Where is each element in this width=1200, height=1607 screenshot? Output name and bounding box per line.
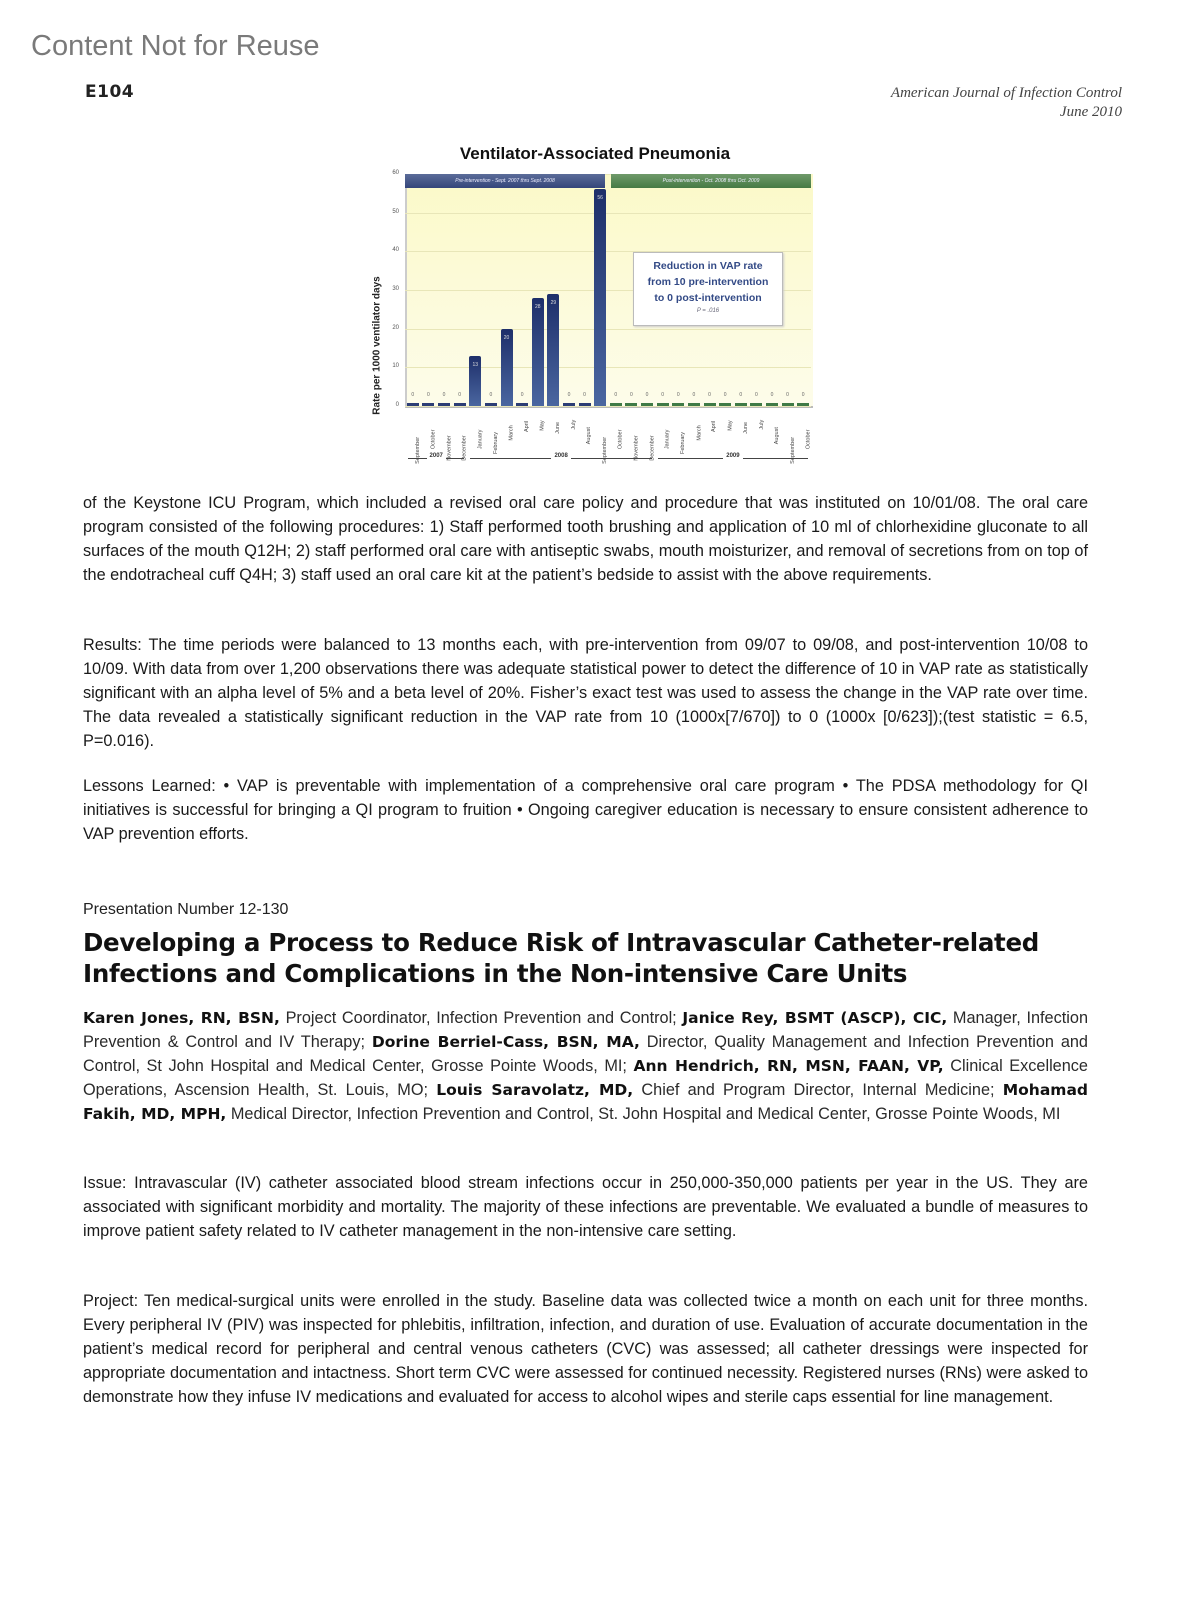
- bar-value-label: 56: [597, 195, 603, 202]
- x-tick-label: December: [461, 435, 468, 461]
- bar: [516, 403, 528, 406]
- author-name: Louis Saravolatz, MD,: [436, 1081, 634, 1099]
- journal-title: American Journal of Infection Control: [890, 85, 1122, 101]
- bar-value-label: 0: [442, 392, 446, 398]
- bar: [407, 403, 419, 406]
- page-number: E104: [85, 82, 135, 102]
- bar: [579, 403, 591, 406]
- bar-value-label: 0: [708, 392, 711, 398]
- annotation-box: [633, 252, 783, 326]
- bar-value-label: 0: [614, 392, 618, 398]
- bar: [438, 403, 450, 406]
- author-affiliation: Medical Director, Infection Prevention and Control, St. John Hospital and Medical Center, Grosse Pointe Woods, MI: [226, 1105, 1061, 1123]
- author-list: [83, 1006, 1088, 1126]
- bar: [719, 403, 731, 406]
- x-tick-label: June: [742, 421, 749, 434]
- bar: [610, 403, 622, 406]
- bar: [688, 403, 700, 406]
- journal-header: [891, 84, 1122, 122]
- vap-chart: [360, 140, 830, 480]
- author-name: Janice Rey, BSMT (ASCP), CIC,: [682, 1009, 948, 1027]
- bar: [782, 403, 794, 406]
- x-tick-label: August: [773, 427, 780, 445]
- author-affiliation: Director, Quality Management and Infection Prevention and Control, St John Hospital and Medical Center, Grosse Pointe Woods, MI;: [83, 1033, 1088, 1075]
- x-tick-label: November: [446, 435, 453, 461]
- bar-value-label: 0: [739, 392, 743, 398]
- bar-value-label: 0: [427, 392, 430, 398]
- annotation-line: to 0 post-intervention: [654, 292, 762, 304]
- author-name: Karen Jones, RN, BSN,: [83, 1009, 280, 1027]
- x-tick-label: April: [524, 421, 531, 433]
- y-tick-label: 20: [392, 324, 399, 331]
- bar-value-label: 0: [754, 392, 758, 398]
- pre-intervention-band: Pre-intervention - Sept. 2007 thru Sept. 2008: [405, 174, 605, 188]
- bar-value-label: 0: [645, 392, 649, 398]
- bar: [454, 403, 466, 406]
- bar: [672, 403, 684, 406]
- bar-value-label: 0: [723, 392, 727, 398]
- plot-area: [392, 170, 811, 408]
- x-tick-label: July: [570, 419, 577, 430]
- bar: [594, 189, 606, 406]
- bar-value-label: 0: [630, 392, 633, 398]
- author-affiliation: Clinical Excellence Operations, Ascension Health, St. Louis, MO;: [83, 1057, 1088, 1099]
- author-name: Mohamad Fakih, MD, MPH,: [83, 1081, 1089, 1123]
- y-tick-label: 50: [392, 208, 399, 215]
- bar: [485, 403, 497, 406]
- bar-value-label: 0: [692, 392, 696, 398]
- article1-continuation: of the Keystone ICU Program, which included a revised oral care policy and procedure that was instituted on 10/01/08. The oral care program consisted of the following procedures: 1) Staff performed tooth brushing and application of 10 ml of chlorhexidine gluconate to all surfaces of the mouth Q12H; 2) staff performed oral care with antiseptic swabs, mouth moisturizer, and removal of secretions from on top of the endotracheal cuff Q4H; 3) staff used an oral care kit at the patient’s bedside to assist with the above requirements.: [83, 494, 1088, 584]
- bar-value-label: 0: [411, 392, 415, 398]
- annotation-line: from 10 pre-intervention: [647, 276, 769, 288]
- x-tick-label: October: [430, 429, 437, 450]
- gridline: [405, 406, 811, 407]
- presentation-number: Presentation Number 12-130: [83, 901, 289, 918]
- bar: [704, 403, 716, 406]
- x-tick-label: January: [664, 429, 671, 450]
- y-tick-label: 0: [395, 402, 399, 408]
- y-tick-label: 40: [392, 247, 399, 254]
- x-tick-label: September: [602, 436, 609, 464]
- x-tick-label: October: [805, 429, 812, 450]
- bar-value-label: 20: [503, 334, 510, 341]
- bar-value-label: 0: [801, 392, 805, 398]
- x-tick-label: March: [695, 425, 702, 441]
- bar: [422, 403, 434, 406]
- year-bracket: 2009: [658, 450, 808, 459]
- bar: [547, 294, 559, 406]
- post-intervention-band: Post-intervention - Oct. 2008 thru Oct. 2009: [611, 174, 811, 188]
- y-axis-label: Rate per 1000 ventilator days: [371, 276, 383, 415]
- bar: [657, 403, 669, 406]
- bar-value-label: 28: [534, 303, 541, 310]
- x-tick-label: July: [758, 419, 765, 430]
- x-tick-label: September: [789, 436, 796, 464]
- x-tick-label: November: [633, 435, 640, 461]
- bar: [625, 403, 637, 406]
- bar-value-label: 29: [550, 299, 557, 306]
- bar-value-label: 0: [661, 392, 665, 398]
- bar: [563, 403, 575, 406]
- bar-value-label: 0: [458, 392, 462, 398]
- x-tick-label: October: [617, 429, 624, 450]
- bar: [766, 403, 778, 406]
- bar-value-label: 0: [489, 392, 493, 398]
- bar-value-label: 0: [770, 392, 774, 398]
- article2-issue: Issue: Intravascular (IV) catheter associated blood stream infections occur in 250,000-350,000 patients per year in the US. They are associated with significant morbidity and mortality. The majority of these infections are preventable. We evaluated a bundle of measures to improve patient safety related to IV catheter management in the non-intensive care setting.: [83, 1174, 1088, 1240]
- bar-value-label: 0: [567, 392, 571, 398]
- watermark: Content Not for Reuse: [31, 30, 320, 62]
- bar-value-label: 0: [520, 392, 524, 398]
- annotation-p-value: P = .016: [696, 308, 720, 314]
- x-tick-label: January: [477, 429, 484, 450]
- x-tick-label: April: [711, 421, 718, 433]
- x-tick-label: December: [649, 435, 656, 461]
- author-affiliation: Chief and Program Director, Internal Medicine;: [633, 1081, 1003, 1099]
- bar: [797, 403, 809, 406]
- x-tick-label: February: [680, 432, 687, 455]
- author-name: Ann Hendrich, RN, MSN, FAAN, VP,: [633, 1057, 944, 1075]
- bar-value-label: 0: [676, 392, 680, 398]
- bar: [750, 403, 762, 406]
- annotation-line: Reduction in VAP rate: [653, 260, 763, 272]
- issue-date: June 2010: [1059, 104, 1122, 120]
- year-bracket: 2007: [408, 450, 464, 459]
- author-name: Dorine Berriel-Cass, BSN, MA,: [371, 1033, 640, 1051]
- year-bracket: 2008: [470, 450, 651, 459]
- article-title: Developing a Process to Reduce Risk of Intravascular Catheter-related Infections and Complications in the Non-intensive Care Units: [83, 928, 1040, 988]
- y-tick-label: 10: [392, 363, 399, 370]
- bar-value-label: 0: [786, 392, 789, 398]
- article2-project: Project: Ten medical-surgical units were enrolled in the study. Baseline data was collected twice a month on each unit for three months. Every peripheral IV (PIV) was inspected for phlebitis, infiltration, infection, and duration of use. Evaluation of accurate documentation in the patient’s medical record for peripheral and central venous catheters (CVC) was assessed; all catheter dressings were inspected for appropriate documentation and intactness. Short term CVC were assessed for continued necessity. Registered nurses (RNs) were asked to demonstrate how they infuse IV medications and evaluated for access to alcohol wipes and sterile caps essential for line management.: [83, 1292, 1088, 1406]
- author-affiliation: Manager, Infection Prevention & Control and IV Therapy;: [83, 1009, 1088, 1051]
- y-tick-label: 60: [392, 170, 399, 176]
- x-tick-label: August: [586, 427, 593, 445]
- bar-value-label: 13: [472, 361, 479, 368]
- author-affiliation: Project Coordinator, Infection Prevention and Control;: [279, 1009, 683, 1027]
- bar: [532, 298, 544, 406]
- bar: [641, 403, 653, 406]
- bar-value-label: 0: [583, 392, 586, 398]
- x-tick-label: March: [508, 425, 515, 441]
- x-tick-label: May: [727, 420, 734, 431]
- year-brackets: [405, 450, 815, 464]
- x-tick-label: May: [539, 420, 546, 431]
- y-tick-label: 30: [392, 286, 399, 292]
- article1-results: Results: The time periods were balanced to 13 months each, with pre-intervention from 09/07 to 09/08, and post-intervention 10/08 to 10/09. With data from over 1,200 observations there was adequate statistical power to detect the difference of 10 in VAP rate as statistically significant with an alpha level of 5% and a beta level of 20%. Fisher’s exact test was used to assess the change in the VAP rate over time. The data revealed a statistically significant reduction in the VAP rate from 10 (1000x[7/670]) to 0 (1000x [0/623]);(test statistic = 6.5, P=0.016).: [83, 636, 1088, 750]
- bar: [735, 403, 747, 406]
- x-tick-label: September: [414, 436, 421, 464]
- chart-title: Ventilator-Associated Pneumonia: [459, 144, 731, 163]
- x-tick-label: June: [555, 421, 562, 434]
- x-tick-label: February: [492, 432, 499, 455]
- article1-lessons: Lessons Learned: • VAP is preventable with implementation of a comprehensive oral care program • The PDSA methodology for QI initiatives is successful for bringing a QI program to fruition • Ongoing caregiver education is necessary to ensure consistent adherence to VAP prevention efforts.: [83, 777, 1088, 843]
